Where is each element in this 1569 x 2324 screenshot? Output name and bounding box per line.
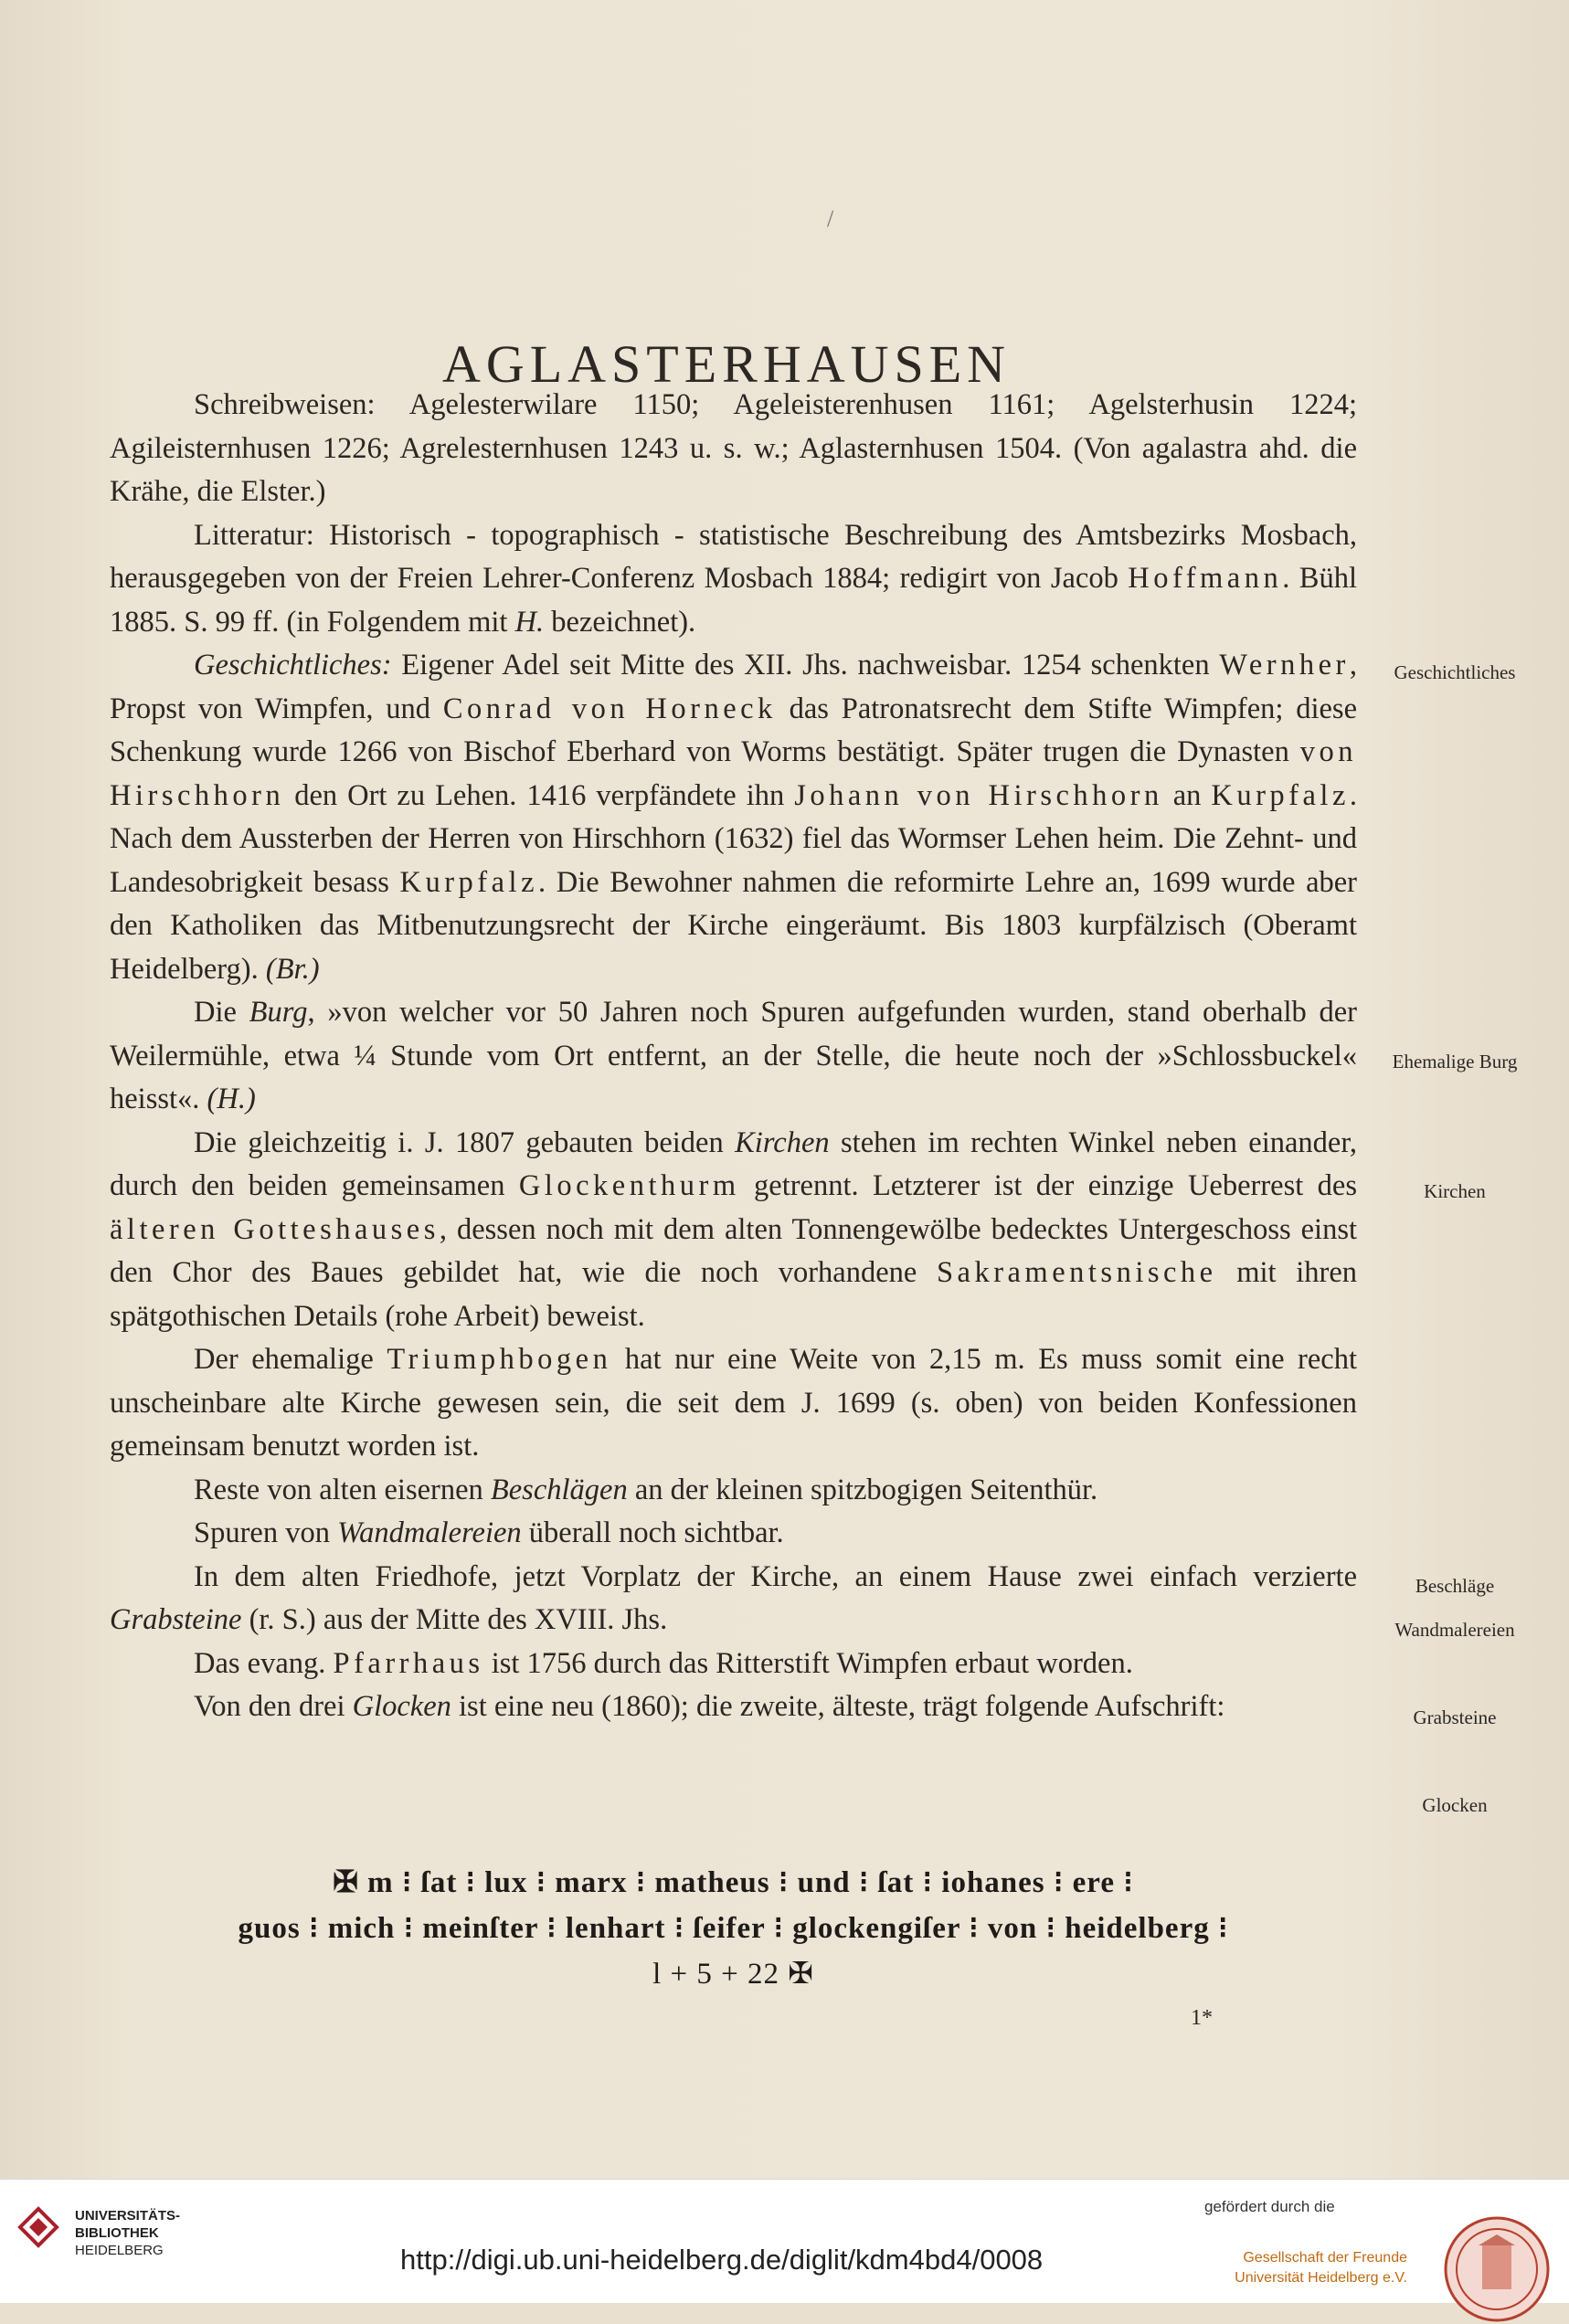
paragraph-geschichtliches: Geschichtliches: Eigener Adel seit Mitte des XII. Jhs. nachweisbar. 1254 schenkten Wernher, Propst von Wimpfen, und Conrad von Horneck das Patronatsrecht dem Stifte Wimpfen; diese Schenkung wurde 1266 von Bischof Eberhard von Worms bestätigt. Später trugen die Dynasten von Hirschhorn den Ort zu Lehen. 1416 verpfändete ihn Johann von Hirschhorn an Kurpfalz. Nach dem Aussterben der Herren von Hirschhorn (1632) fiel das Wormser Lehen heim. Die Zehnt- und Landesobrigkeit besass Kurpfalz. Die Bewohner nahmen die reformirte Lehre an, 1699 wurde aber den Katholiken das Mitbenutzungsrecht der Kirche eingeräumt. Bis 1803 kurpfälzisch (Oberamt Heidelberg). (Br.) [110, 649, 1357, 986]
margin-note-geschichtliches: Geschichtliches [1394, 661, 1516, 683]
paragraph-wandmalereien: Spuren von Wandmalereien überall noch sichtbar. [194, 1516, 784, 1549]
bell-inscription-line-1: ✠ m ⁝ ſat ⁝ lux ⁝ marx ⁝ matheus ⁝ und ⁝ ſat ⁝ iohanes ⁝ ere ⁝ [333, 1866, 1134, 1899]
margin-note-glocken: Glocken [1422, 1794, 1488, 1816]
margin-note-wandmalereien: Wandmalereien [1394, 1619, 1515, 1641]
main-text [110, 384, 1357, 1729]
library-logo-icon [16, 2205, 60, 2249]
paragraph-kirchen: Die gleichzeitig i. J. 1807 gebauten beiden Kirchen stehen im rechten Winkel neben einander, durch den beiden gemeinsamen Glockenthurm getrennt. Letzterer ist der einzige Ueberrest des älteren Gotteshauses, dessen noch mit dem alten Tonnengewölbe bedecktes Untergeschoss einst den Chor des Baues gebildet hat, wie die noch vorhandene Sakramentsnische mit ihren spätgothischen Details (rohe Arbeit) beweist. [110, 1125, 1358, 1333]
margin-note-beschlaege: Beschläge [1415, 1575, 1495, 1597]
digitization-footer [0, 2179, 1569, 2303]
society-name: Gesellschaft der Freunde Universität Heidelberg e.V. [1235, 2250, 1407, 2286]
permalink-url[interactable]: http://digi.ub.uni-heidelberg.de/diglit/kdm4bd4/0008 [400, 2244, 1044, 2276]
paragraph-burg: Die Burg, »von welcher vor 50 Jahren noch Spuren aufgefunden wurden, stand oberhalb der Weilermühle, etwa ¼ Stunde vom Ort entfernt, an der Stelle, die heute noch der »Schlossbuckel« heisst«. (H.) [110, 996, 1357, 1115]
paragraph-grabsteine: In dem alten Friedhofe, jetzt Vorplatz der Kirche, an einem Hause zwei einfach verzierte Grabsteine (r. S.) aus der Mitte des XVIII. Jhs. [110, 1559, 1357, 1636]
paragraph-schreibweisen: Schreibweisen: Agelesterwilare 1150; Ageleisterenhusen 1161; Agelsterhusin 1224; Agileisternhusen 1226; Agrelesternhusen 1243 u. s. w.; Aglasternhusen 1504. (Von agalastra ahd. die Krähe, die Elster.) [110, 388, 1357, 508]
bell-inscription-line-3: l + 5 + 22 ✠ [652, 1958, 814, 1991]
paragraph-triumphbogen: Der ehemalige Triumphbogen hat nur eine Weite von 2,15 m. Es muss somit eine recht unscheinbare alte Kirche gewesen sein, die seit dem J. 1699 (s. oben) von beiden Konfessionen gemeinsam benutzt worden ist. [110, 1343, 1357, 1463]
paragraph-pfarrhaus: Das evang. Pfarrhaus ist 1756 durch das Ritterstift Wimpfen erbaut worden. [194, 1646, 1133, 1680]
supported-by-label: gefördert durch die [1204, 2198, 1335, 2215]
margin-note-burg: Ehemalige Burg [1392, 1051, 1518, 1072]
university-seal-icon [1442, 2214, 1552, 2324]
paragraph-litteratur: Litteratur: Historisch - topographisch - statistische Beschreibung des Amtsbezirks Mosbach, herausgegeben von der Freien Lehrer-Conferenz Mosbach 1884; redigirt von Jacob Hoffmann. Bühl 1885. S. 99 ff. (in Folgendem mit H. bezeichnet). [110, 518, 1357, 639]
margin-note-grabsteine: Grabsteine [1413, 1706, 1497, 1728]
paragraph-beschlaege: Reste von alten eisernen Beschlägen an der kleinen spitzbogigen Seitenthür. [194, 1473, 1098, 1506]
bell-inscription-line-2: guos ⁝ mich ⁝ meinſter ⁝ lenhart ⁝ ſeifer ⁝ glockengiſer ⁝ von ⁝ heidelberg ⁝ [238, 1912, 1229, 1945]
pencil-mark: / [827, 206, 834, 232]
page-title: AGLASTERHAUSEN [441, 333, 1012, 394]
page-number: 1* [1191, 2006, 1213, 2030]
library-name: UNIVERSITÄTS- BIBLIOTHEK HEIDELBERG [75, 2208, 181, 2258]
margin-note-kirchen: Kirchen [1424, 1180, 1486, 1202]
paragraph-glocken: Von den drei Glocken ist eine neu (1860); die zweite, älteste, trägt folgende Aufschrift: [194, 1690, 1225, 1723]
